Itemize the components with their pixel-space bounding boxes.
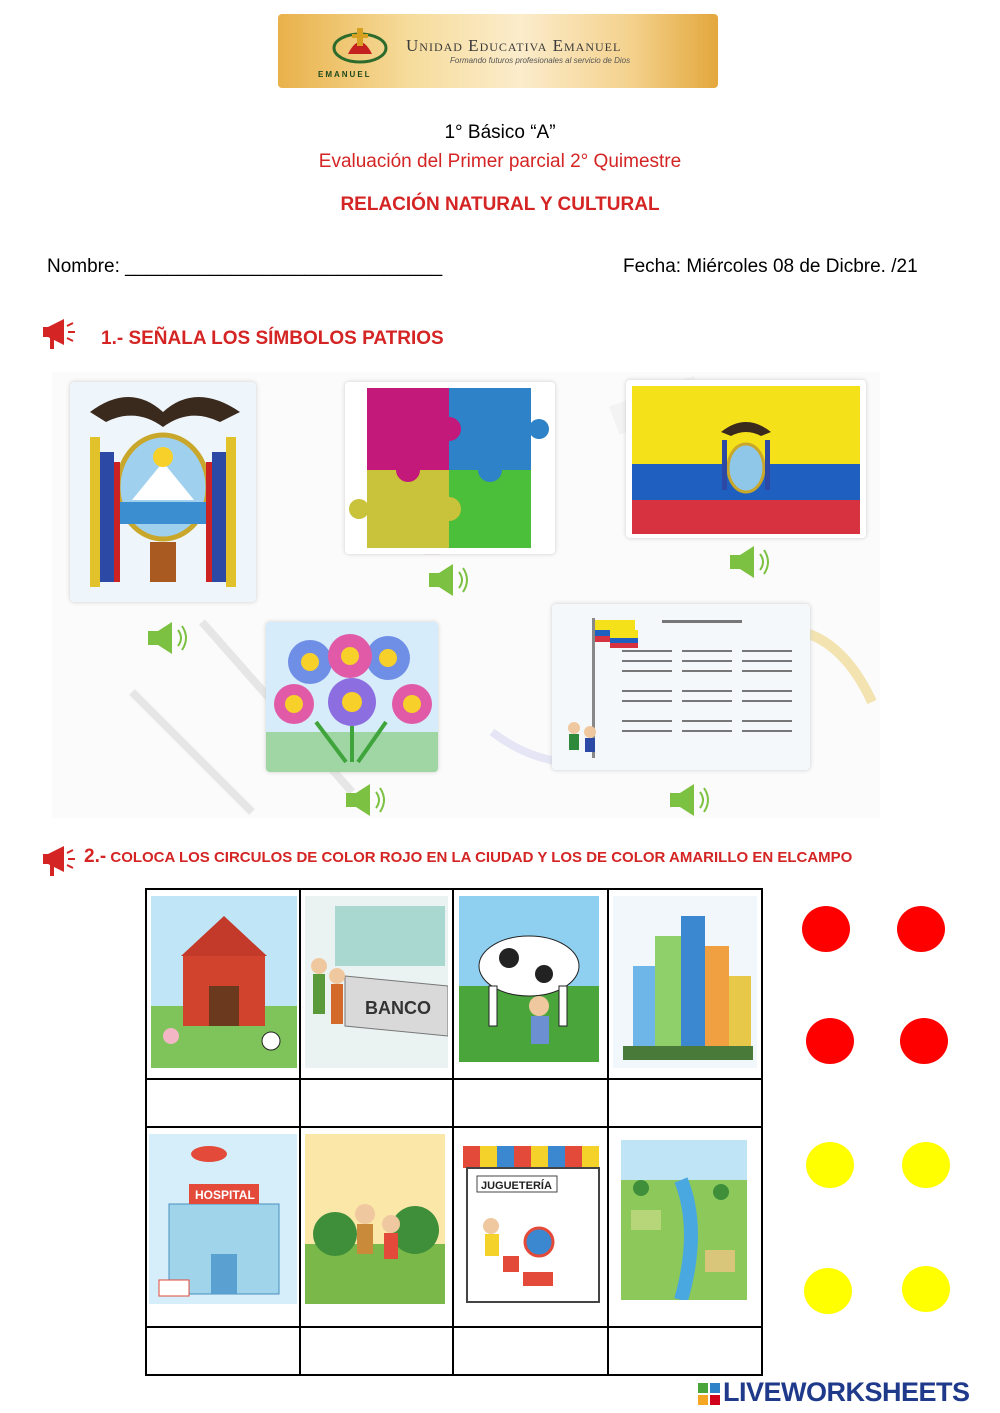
school-logo-icon: [330, 24, 390, 66]
option-national-anthem[interactable]: [552, 604, 810, 770]
answer-cell[interactable]: [301, 1328, 452, 1374]
evaluation-title: Evaluación del Primer parcial 2° Quimestre: [318, 151, 682, 172]
question-2-text: COLOCA LOS CIRCULOS DE COLOR ROJO EN LA CIUDAD Y LOS DE COLOR AMARILLO EN ELCAMPO: [106, 849, 853, 866]
answer-cell[interactable]: [147, 1080, 299, 1126]
school-slogan: Formando futuros profesionales al servicio de Dios: [450, 56, 631, 65]
speaker-icon[interactable]: [146, 620, 192, 656]
yellow-circle[interactable]: [806, 1142, 854, 1188]
liveworksheets-logo: [698, 1377, 970, 1408]
megaphone-icon[interactable]: [40, 842, 78, 880]
red-circle[interactable]: [900, 1018, 948, 1064]
coat-of-arms-icon: [70, 382, 256, 602]
speaker-icon[interactable]: [728, 544, 774, 580]
image-cow-milking: [459, 896, 599, 1062]
option-flowers[interactable]: [266, 622, 438, 772]
school-banner: [278, 14, 718, 88]
yellow-circle[interactable]: [902, 1142, 950, 1188]
red-circle[interactable]: [806, 1018, 854, 1064]
image-city-buildings: [613, 896, 757, 1068]
flowers-icon: [266, 622, 438, 772]
subject-title: RELACIÓN NATURAL Y CULTURAL: [340, 194, 660, 215]
liveworksheets-text: LIVEWORKSHEETS: [723, 1377, 970, 1407]
answer-cell[interactable]: [609, 1080, 761, 1126]
bank-sign: BANCO: [365, 998, 431, 1018]
answer-cell[interactable]: [301, 1080, 452, 1126]
answer-cell[interactable]: [147, 1328, 299, 1374]
hospital-sign: HOSPITAL: [195, 1188, 255, 1202]
classification-table: [145, 888, 763, 1376]
logo-text: EMANUEL: [318, 70, 372, 79]
date-label: Fecha: Miércoles 08 de Dicbre. /21: [623, 256, 918, 277]
image-bank: [305, 896, 448, 1068]
question-2-number: 2.-: [84, 846, 107, 867]
answer-cell[interactable]: [609, 1328, 761, 1374]
question-1-area: [52, 372, 880, 818]
speaker-icon[interactable]: [427, 562, 473, 598]
liveworksheets-icon: [698, 1383, 720, 1405]
image-toy-store: [463, 1146, 603, 1306]
option-puzzle[interactable]: [345, 382, 555, 554]
speaker-icon[interactable]: [668, 782, 714, 818]
red-circle[interactable]: [802, 906, 850, 952]
image-countryside-kids: [305, 1134, 445, 1304]
answer-cell[interactable]: [454, 1080, 607, 1126]
megaphone-icon[interactable]: [40, 315, 78, 353]
yellow-circle[interactable]: [804, 1268, 852, 1314]
answer-cell[interactable]: [454, 1328, 607, 1374]
name-field: Nombre: ______________________________: [47, 256, 443, 277]
question-2-title: [84, 846, 852, 868]
red-circle[interactable]: [897, 906, 945, 952]
school-name: Unidad Educativa Emanuel: [406, 36, 622, 55]
option-flag[interactable]: [626, 380, 866, 538]
image-countryside-landscape: [621, 1140, 747, 1300]
speaker-icon[interactable]: [344, 782, 390, 818]
grade-label: 1° Básico “A”: [444, 122, 556, 143]
ecuador-flag-icon: [626, 380, 866, 538]
image-hospital: [149, 1134, 297, 1304]
puzzle-icon: [345, 382, 555, 554]
toystore-sign: JUGUETERÍA: [481, 1180, 552, 1192]
image-farm: [151, 896, 297, 1068]
option-coat-of-arms[interactable]: [70, 382, 256, 602]
yellow-circle[interactable]: [902, 1266, 950, 1312]
question-1-title: 1.- SEÑALA LOS SÍMBOLOS PATRIOS: [101, 328, 444, 349]
national-anthem-icon: [552, 604, 810, 770]
